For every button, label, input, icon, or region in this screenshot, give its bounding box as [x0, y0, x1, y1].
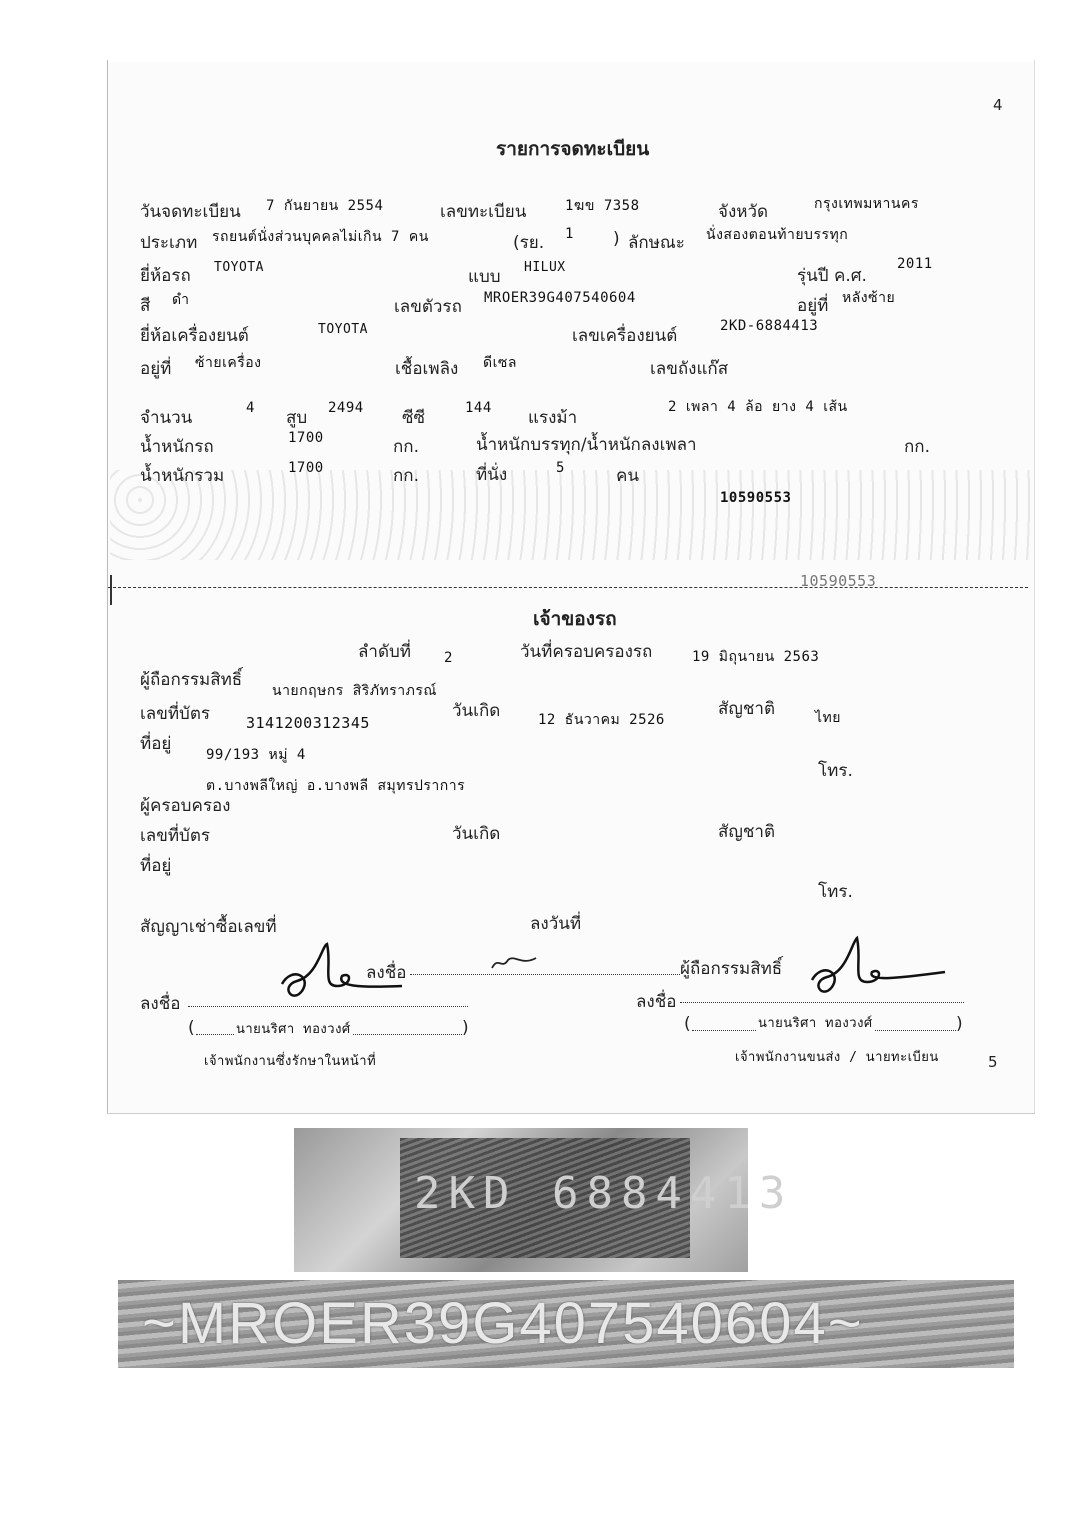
contract-label: สัญญาเช่าซื้อเลขที่ [140, 917, 277, 937]
load-unit: กก. [904, 437, 930, 457]
faded-serial: 10590553 [800, 572, 877, 590]
sign-mid-label: ลงชื่อ [366, 963, 407, 983]
gross-label: น้ำหนักรวม [140, 466, 225, 486]
fuel-value: ดีเซล [483, 355, 517, 371]
engine-number-rubbing [294, 1128, 794, 1272]
holder-label: ผู้ครอบครอง [140, 796, 231, 816]
owner-dob-label: วันเกิด [452, 701, 501, 721]
cc-value: 2494 [328, 400, 364, 416]
chassis-value: MROER39G407540604 [484, 290, 636, 306]
style-label: ลักษณะ [628, 233, 685, 253]
section-divider [108, 587, 1028, 588]
year-label: รุ่นปี ค.ศ. [797, 266, 867, 286]
chassis-rubbing-text: ~MROER39G407540604~ [142, 1291, 864, 1356]
page-number-top: 4 [993, 96, 1003, 114]
engine-number-label: เลขเครื่องยนต์ [572, 326, 678, 346]
owner-address-line2: ต.บางพลีใหญ่ อ.บางพลี สมุทรปราการ [206, 778, 466, 794]
hp-value: 144 [465, 400, 492, 416]
model-value: HILUX [524, 260, 566, 275]
order-label: ลำดับที่ [358, 642, 412, 662]
model-label: แบบ [468, 267, 501, 287]
reg-date-value: 7 กันยายน 2554 [266, 198, 384, 214]
gross-value: 1700 [288, 460, 324, 476]
possession-date-label: วันที่ครอบครองรถ [520, 642, 653, 662]
owner-phone-label: โทร. [818, 761, 853, 781]
order-value: 2 [444, 650, 453, 666]
owner-label: ผู้ถือกรรมสิทธิ์ [140, 670, 243, 690]
ry-close: ) [613, 229, 620, 249]
style-value: นั่งสองตอนท้ายบรรทุก [706, 227, 849, 243]
count-value: 4 [246, 400, 255, 416]
fuel-label: เชื้อเพลิง [395, 359, 459, 379]
load-label: น้ำหนักบรรทุก/น้ำหนักลงเพลา [476, 435, 697, 455]
owner-nationality-value: ไทย [815, 710, 841, 726]
axle-value: 2 เพลา 4 ล้อ ยาง 4 เส้น [668, 399, 848, 415]
reg-date-label: วันจดทะเบียน [140, 202, 241, 222]
right-paren-close: ) [956, 1014, 963, 1034]
seats-label: ที่นั่ง [476, 465, 508, 485]
brand-label: ยี่ห้อรถ [140, 266, 191, 286]
province-label: จังหวัด [718, 202, 769, 222]
sign-left-line [188, 1006, 468, 1007]
owner-dob-value: 12 ธันวาคม 2526 [538, 712, 665, 728]
cc-label: ซีซี [402, 408, 426, 428]
sign-right-line [680, 1002, 964, 1003]
gas-tank-label: เลขถังแก๊ส [650, 359, 729, 379]
weight-unit: กก. [393, 437, 419, 457]
left-paren-open: ( [188, 1018, 195, 1038]
chassis-location-label: อยู่ที่ [797, 296, 829, 316]
type-value: รถยนต์นั่งส่วนบุคคลไม่เกิน 7 คน [212, 229, 429, 245]
holder-dob-label: วันเกิด [452, 824, 501, 844]
sign-date-label: ลงวันที่ [530, 914, 582, 934]
year-value: 2011 [897, 256, 933, 272]
holder-nationality-label: สัญชาติ [718, 822, 775, 842]
signature-right [800, 930, 960, 1000]
ry-value: 1 [565, 226, 574, 242]
officer-left-title: เจ้าพนักงานซึ่งรักษาในหน้าที่ [204, 1054, 377, 1069]
sign-right-label: ลงชื่อ [636, 992, 677, 1012]
engine-brand-value: TOYOTA [318, 322, 368, 337]
owner-address-line1: 99/193 หมู่ 4 [206, 747, 306, 763]
engine-number-value: 2KD-6884413 [720, 318, 819, 334]
brand-value: TOYOTA [214, 260, 264, 275]
holder-id-label: เลขที่บัตร [140, 826, 211, 846]
chassis-number-rubbing [118, 1280, 1014, 1368]
divider-tick [110, 575, 112, 605]
weight-label: น้ำหนักรถ [140, 437, 214, 457]
chassis-location-value: หลังซ้าย [842, 290, 896, 306]
sign-left-label: ลงชื่อ [140, 994, 181, 1014]
right-paren-open: ( [684, 1014, 691, 1034]
owner-id-label: เลขที่บัตร [140, 704, 211, 724]
ry-label: (รย. [513, 233, 545, 253]
signature-middle [488, 946, 548, 976]
gross-unit: กก. [393, 466, 419, 486]
hp-label: แรงม้า [528, 408, 578, 428]
left-paren-close: ) [462, 1018, 469, 1038]
owner-name: นายกฤษกร สิริภัทราภรณ์ [272, 683, 437, 699]
chassis-label: เลขตัวรถ [394, 297, 462, 317]
serial-number: 10590553 [720, 490, 792, 506]
engine-brand-label: ยี่ห้อเครื่องยนต์ [140, 326, 249, 346]
owner-address-label: ที่อยู่ [140, 734, 172, 754]
owner-sign-label: ผู้ถือกรรมสิทธิ์ [680, 959, 783, 979]
holder-address-label: ที่อยู่ [140, 856, 172, 876]
seats-unit: คน [616, 466, 639, 486]
weight-value: 1700 [288, 430, 324, 446]
page-title: รายการจดทะเบียน [496, 138, 650, 160]
plate-value: 1ฆข 7358 [565, 198, 640, 214]
seats-value: 5 [556, 460, 565, 476]
engine-rubbing-text: 2KD 6884413 [414, 1168, 794, 1219]
scan-edge-bottom [107, 1113, 1035, 1114]
signature-left [262, 936, 422, 1006]
engine-location-label: อยู่ที่ [140, 359, 172, 379]
officer-right-name: นายนริศา ทองวงศ์ [756, 1012, 875, 1033]
type-label: ประเภท [140, 233, 198, 253]
owner-id-value: 3141200312345 [246, 714, 370, 732]
officer-right-title: เจ้าพนักงานขนส่ง / นายทะเบียน [735, 1050, 939, 1065]
engine-location-value: ซ้ายเครื่อง [195, 355, 262, 371]
holder-phone-label: โทร. [818, 882, 853, 902]
plate-label: เลขทะเบียน [440, 202, 527, 222]
possession-date-value: 19 มิถุนายน 2563 [692, 649, 820, 665]
color-label: สี [140, 296, 151, 316]
scan-edge-right [1034, 60, 1035, 1114]
page-number-bottom: 5 [988, 1053, 998, 1071]
color-value: ดำ [172, 292, 190, 308]
cylinder-label: สูบ [286, 408, 308, 428]
security-pattern [110, 470, 1030, 560]
owner-nationality-label: สัญชาติ [718, 699, 775, 719]
province-value: กรุงเทพมหานคร [814, 196, 919, 212]
count-label: จำนวน [140, 408, 193, 428]
officer-left-name: นายนริศา ทองวงศ์ [234, 1018, 353, 1039]
owner-heading: เจ้าของรถ [533, 608, 617, 630]
